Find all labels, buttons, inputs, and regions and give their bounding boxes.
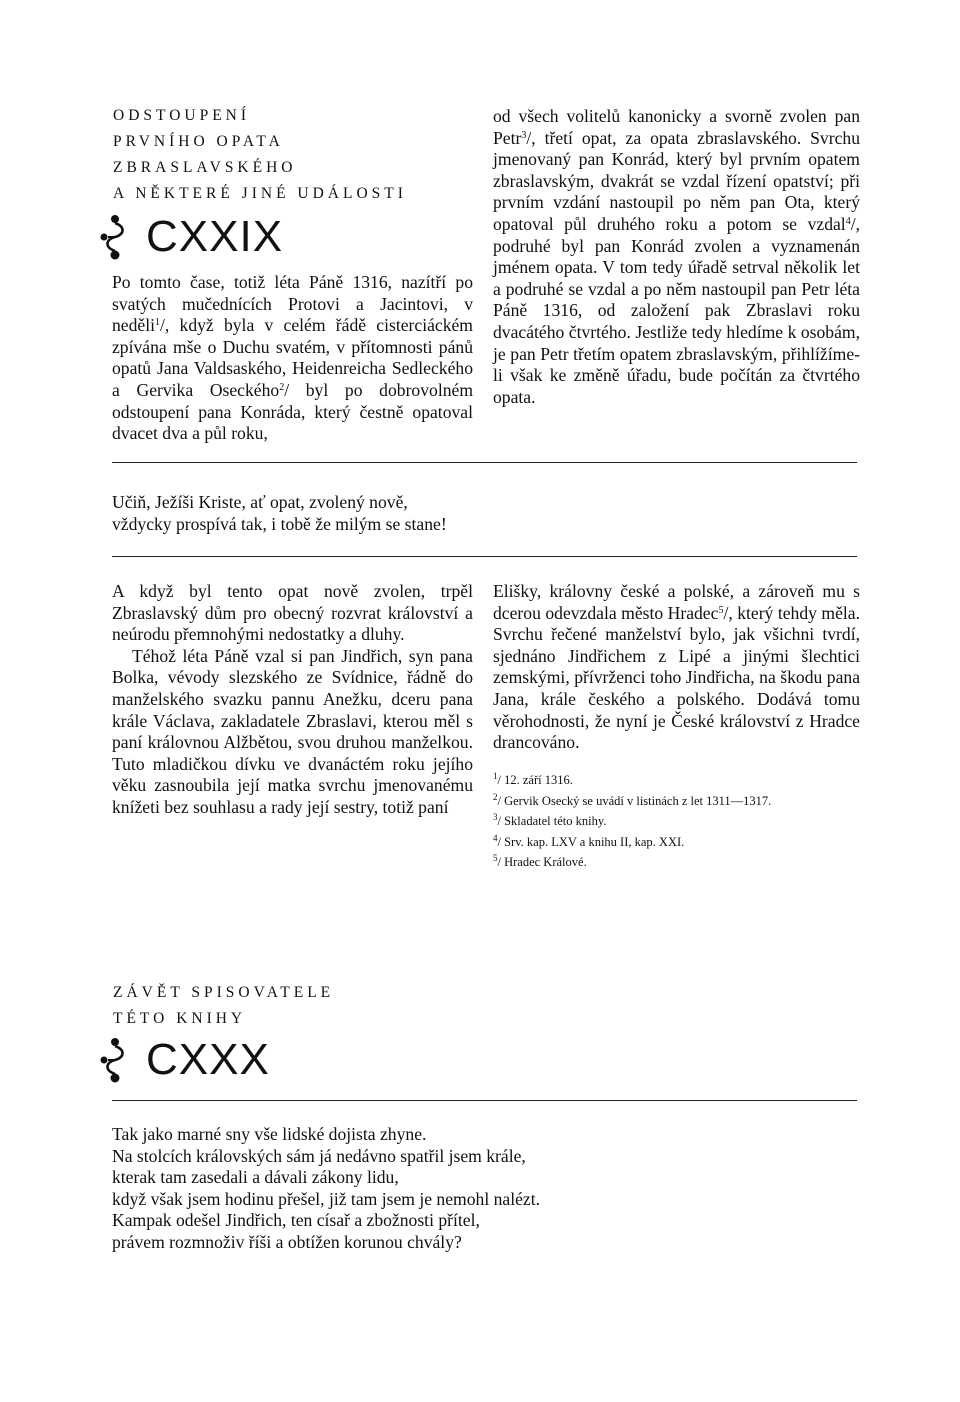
chapter-number: CXXX: [146, 1035, 270, 1084]
footnote-ref: 5: [718, 604, 724, 616]
verse-line: Kampak odešel Jindřich, ten císař a zbožnosti přítel,: [112, 1210, 480, 1231]
fleuron-icon: [100, 214, 130, 260]
footnote: $^5$/ Hradec Králové.: [493, 853, 587, 869]
chapter-129-heading: [113, 103, 407, 207]
verse-line: Učiň, Ježíši Kriste, ať opat, zvolený nově,: [112, 492, 408, 512]
fleuron-icon: [100, 1037, 130, 1083]
divider-rule: [112, 556, 857, 557]
footnote-ref: 1: [155, 317, 160, 329]
paragraph: A když byl tento opat nově zvolen, trpěl Zbraslavský dům pro obecný rozvrat království a neúrodu přemnohými nedostatky a dluhy.: [112, 581, 473, 645]
divider-rule: [112, 1100, 857, 1101]
footnote: $^2$/ Gervik Osecký se uvádí v listinách z let 1311—1317.: [493, 791, 772, 808]
verse-line: Na stolcích královských sám já nedávno spatřil jsem krále,: [112, 1145, 526, 1166]
verse-line: právem rozmnoživ říši a obtížen korunou chvály?: [112, 1231, 462, 1252]
verse-line: kterak tam zasedali a dávali zákony lidu,: [112, 1167, 399, 1188]
heading-line: A NĚKTERÉ JINÉ UDÁLOSTI: [113, 185, 407, 202]
chapter-130-number-row: [100, 1035, 270, 1085]
verse-line: vždycky prospívá tak, i tobě že milým se stane!: [112, 513, 447, 534]
divider-rule: [112, 462, 857, 463]
upper-left-column: [112, 272, 473, 445]
paragraph: Po tomto čase, totiž léta Páně 1316, nazítří po svatých mučednících Protovi a Jacintovi, v neděli$^1$/, když byla v celém řádě cisterciáckém zpívána mše o Duchu svatém, v přítomnosti pánů opatů Jana Valdsaského, Heidenreicha Sedleckého a Gervika Oseckého$^2$/ byl po dobrovolném odstoupení pana Konráda, který čestně opatoval dvacet dva a půl roku,: [112, 272, 474, 444]
footnote: $^3$/ Skladatel této knihy.: [493, 812, 607, 828]
upper-right-column: [493, 106, 860, 408]
verse-line: Tak jako marné sny vše lidské dojista zhyne.: [112, 1124, 427, 1144]
heading-line: ODSTOUPENÍ: [113, 107, 251, 124]
paragraph: od všech volitelů kanonicky a svorně zvolen pan Petr$^3$/, třetí opat, za opata zbraslavského. Svrchu jmenovaný pan Konrád, který byl prvním opatem zbraslavským, dvakrát se vzdal řízení opatství; při prvním vzdání nastoupil po něm pan Ota, který opatoval půl druhého roku a potom se vzdal$^4$/, podruhé byl pan Konrád zvolen a vyznamenán jménem opata. V tom tedy úřadě setrval několik let a podruhé se vzdal a po něm nastoupil pan Petr léta Páně 1316, od založení pak Zbraslavi roku dvacátého čtvrtého. Jestliže tedy hledíme k osobám, je pan Petr třetím opatem zbraslavským, přihlížíme-li však ke změně úřadu, bude počítán za čtvrtého opata.: [493, 106, 860, 407]
heading-line: ZBRASLAVSKÉHO: [113, 159, 297, 176]
chapter-number: CXXIX: [146, 212, 284, 261]
footnote-ref: 3: [521, 129, 527, 141]
verse-line: když však jsem hodinu přešel, již tam jsem je nemohl nalézt.: [112, 1188, 541, 1209]
lower-right-column: [493, 581, 860, 754]
lower-left-column: [112, 581, 473, 819]
footnotes: [493, 768, 863, 871]
chapter-129-number-row: [100, 212, 283, 262]
footnote: $^4$/ Srv. kap. LXV a knihu II, kap. XXI.: [493, 832, 685, 849]
paragraph: Elišky, královny české a polské, a zároveň mu s dcerou odevzdala město Hradec$^5$/, který tehdy měla. Svrchu řečené manželství bylo, jak všichni tvrdí, sjednáno Jindřichem z Lipé a jinými šlechtici zemskými, přívrženci toho Jindřicha, na škodu pana Jana, krále českého a polského. Dodává tomu věrohodnosti, že nyní je České království z Hradce drancováno.: [493, 581, 860, 753]
footnote: $^1$/ 12. září 1316.: [493, 771, 573, 787]
footnote-ref: 2: [279, 381, 285, 393]
heading-line: PRVNÍHO OPATA: [113, 133, 284, 150]
closing-verse: [112, 1124, 540, 1254]
paragraph: Téhož léta Páně vzal si pan Jindřich, syn pana Bolka, vévody slezského ze Svídnice, řádně do manželského svazku pannu Anežku, dceru pana krále Václava, zakladatele Zbraslavi, kterou měl s paní královnou Alžbětou, svou druhou manželkou. Tuto mladičkou dívku ve dvanáctém roku jejího věku zasnoubila její matka svrchu jmenovanému knížeti bez souhlasu a rady její sestry, totiž paní: [112, 645, 473, 817]
verse-block: [112, 492, 447, 535]
footnote-ref: 4: [845, 215, 851, 227]
heading-line: ZÁVĚT SPISOVATELE: [113, 984, 335, 1001]
heading-line: TÉTO KNIHY: [113, 1010, 247, 1027]
chapter-130-heading: [113, 980, 334, 1032]
